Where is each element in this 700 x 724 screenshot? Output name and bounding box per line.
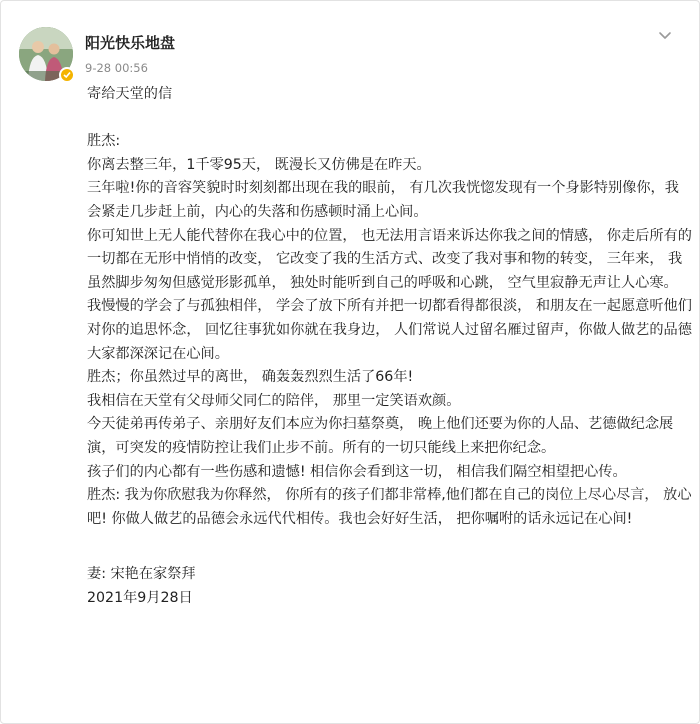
post-menu-button[interactable] [655, 25, 675, 45]
username-link[interactable]: 阳光快乐地盘 [85, 34, 176, 52]
paragraph: 你可知世上无人能代替你在我心中的位置， 也无法用言语来诉达你我之间的情感， 你走后所有的一切都在无形中悄悄的改变， 它改变了我的生活方式、改变了我对事和物的转变， 三年来， 我虽然脚步匆匆但感觉形影孤单， 独处时能听到自己的呼吸和心跳， 空气里寂静无声让人心寒。 [87, 227, 692, 291]
paragraph: 三年啦!你的音容笑貌时时刻刻都出现在我的眼前， 有几次我恍惚发现有一个身影特别像你，我会紧走几步赶上前，内心的失落和伤感顿时涌上心间。 [87, 180, 679, 220]
post-meta [85, 27, 175, 75]
paragraph: 我慢慢的学会了与孤独相伴， 学会了放下所有并把一切都看得都很淡， 和朋友在一起愿意听他们对你的追思怀念， 回忆往事犹如你就在我身边， 人们常说人过留名雁过留声，你做人做艺的品德大家都深深记在心间。 [87, 298, 692, 362]
verified-badge-icon [59, 67, 75, 83]
spacer [87, 531, 693, 563]
paragraph: 我相信在天堂有父母师父同仁的陪伴， 那里一定笑语欢颜。 [87, 392, 461, 409]
paragraph: 今天徒弟再传弟子、亲朋好友们本应为你扫墓祭奠， 晚上他们还要为你的人品、艺德做纪念展演，可突发的疫情防控让我们止步不前。所有的一切只能线上来把你纪念。 [87, 416, 674, 456]
salutation: 胜杰: [87, 133, 121, 150]
letter-date: 2021年9月28日 [87, 589, 193, 606]
spacer [87, 107, 693, 131]
post-title: 寄给天堂的信 [87, 86, 173, 102]
post-body [87, 83, 693, 610]
signature: 妻: 宋艳在家祭拜 [87, 566, 196, 583]
avatar-container[interactable] [19, 27, 73, 81]
chevron-down-icon [655, 25, 675, 45]
post-header [19, 27, 175, 81]
paragraph: 胜杰: 我为你欣慰我为你释然， 你所有的孩子们都非常棒,他们都在自己的岗位上尽心尽言， 放心吧! 你做人做艺的品德会永远代代相传。我也会好好生活， 把你嘱咐的话永远记在心间! [87, 487, 692, 527]
paragraph: 孩子们的内心都有一些伤感和遗憾! 相信你会看到这一切， 相信我们隔空相望把心传。 [87, 463, 627, 480]
paragraph: 胜杰；你虽然过早的离世， 确轰轰烈烈生活了66年! [87, 369, 414, 386]
paragraph: 你离去整三年，1千零95天， 既漫长又仿佛是在昨天。 [87, 156, 431, 173]
post-timestamp[interactable]: 9-28 00:56 [85, 61, 148, 75]
